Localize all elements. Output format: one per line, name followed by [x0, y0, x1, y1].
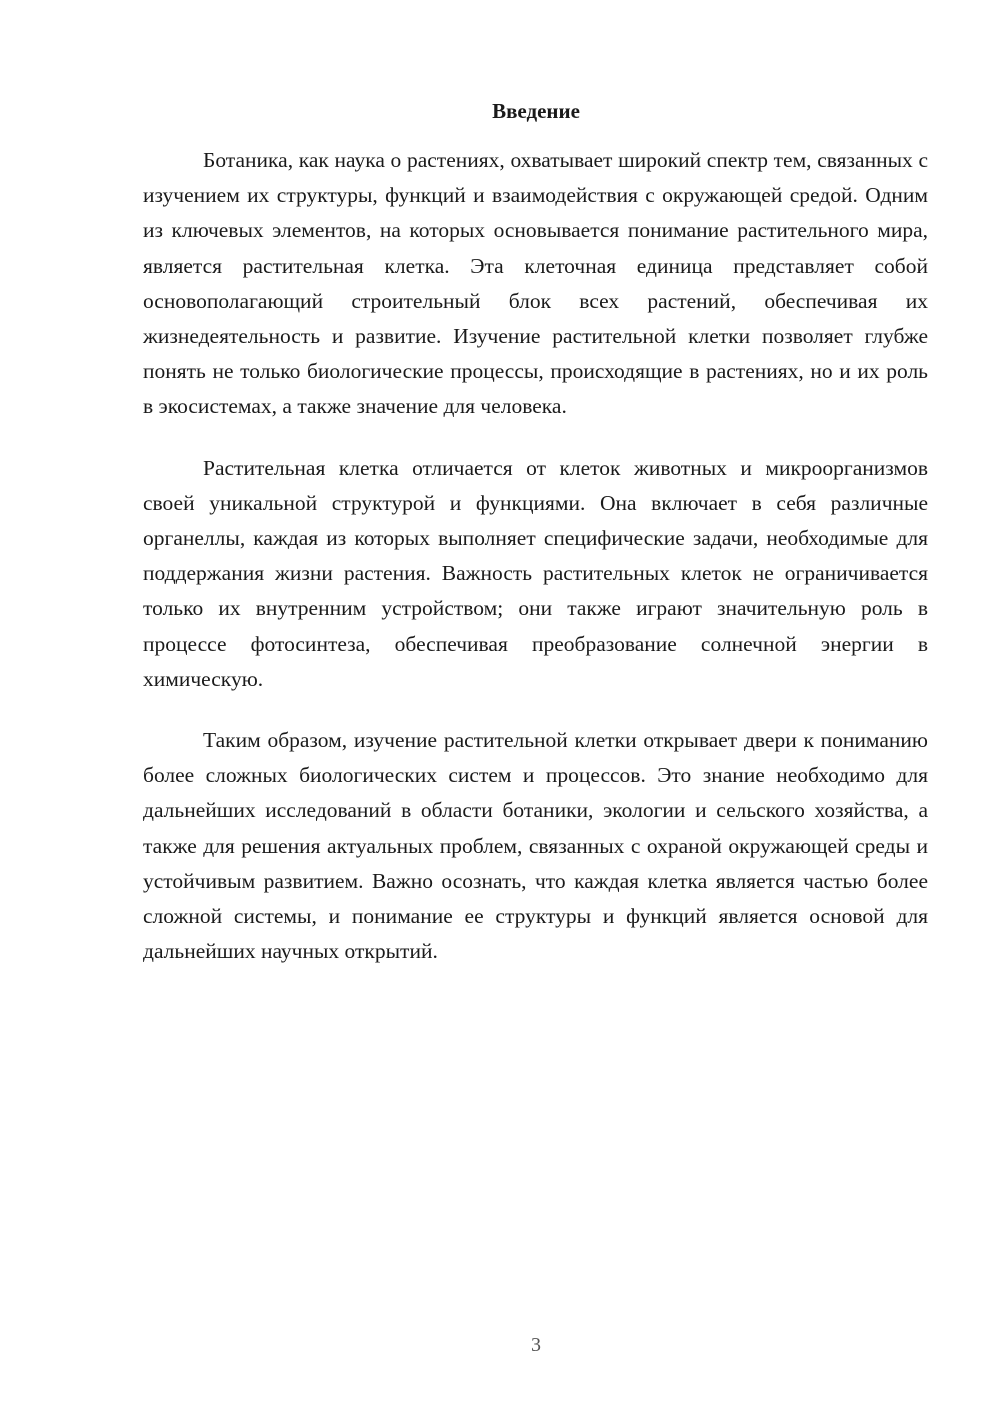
paragraph-3: Таким образом, изучение растительной клетки открывает двери к пониманию более сложных биологических систем и процессов. Это знание необходимо для дальнейших исследований в области ботаники, экологии и сельского хозяйства, а также для решения актуальных проблем, связанных с охраной окружающей среды и устойчивым развитием. Важно осознать, что каждая клетка является частью более сложной системы, и понимание ее структуры и функций является основой для дальнейших научных открытий. [143, 728, 928, 964]
section-title: Введение [492, 99, 580, 123]
paragraph-1: Ботаника, как наука о растениях, охватывает широкий спектр тем, связанных с изучением их структуры, функций и взаимодействия с окружающей средой. Одним из ключевых элементов, на которых основывается понимание растительного мира, является растительная клетка. Эта клеточная единица представляет собой основополагающий строительный блок всех растений, обеспечивая их жизнедеятельность и развитие. Изучение растительной клетки позволяет глубже понять не только биологические процессы, происходящие в растениях, но и их роль в экосистемах, а также значение для человека. [143, 148, 928, 419]
body-text [143, 143, 928, 995]
paragraph-2: Растительная клетка отличается от клеток животных и микроорганизмов своей уникальной структурой и функциями. Она включает в себя различные органеллы, каждая из которых выполняет специфические задачи, необходимые для поддержания жизни растения. Важность растительных клеток не ограничивается только их внутренним устройством; они также играют значительную роль в процессе фотосинтеза, обеспечивая преобразование солнечной энергии в химическую. [143, 455, 928, 691]
page-number: 3 [531, 1334, 541, 1356]
